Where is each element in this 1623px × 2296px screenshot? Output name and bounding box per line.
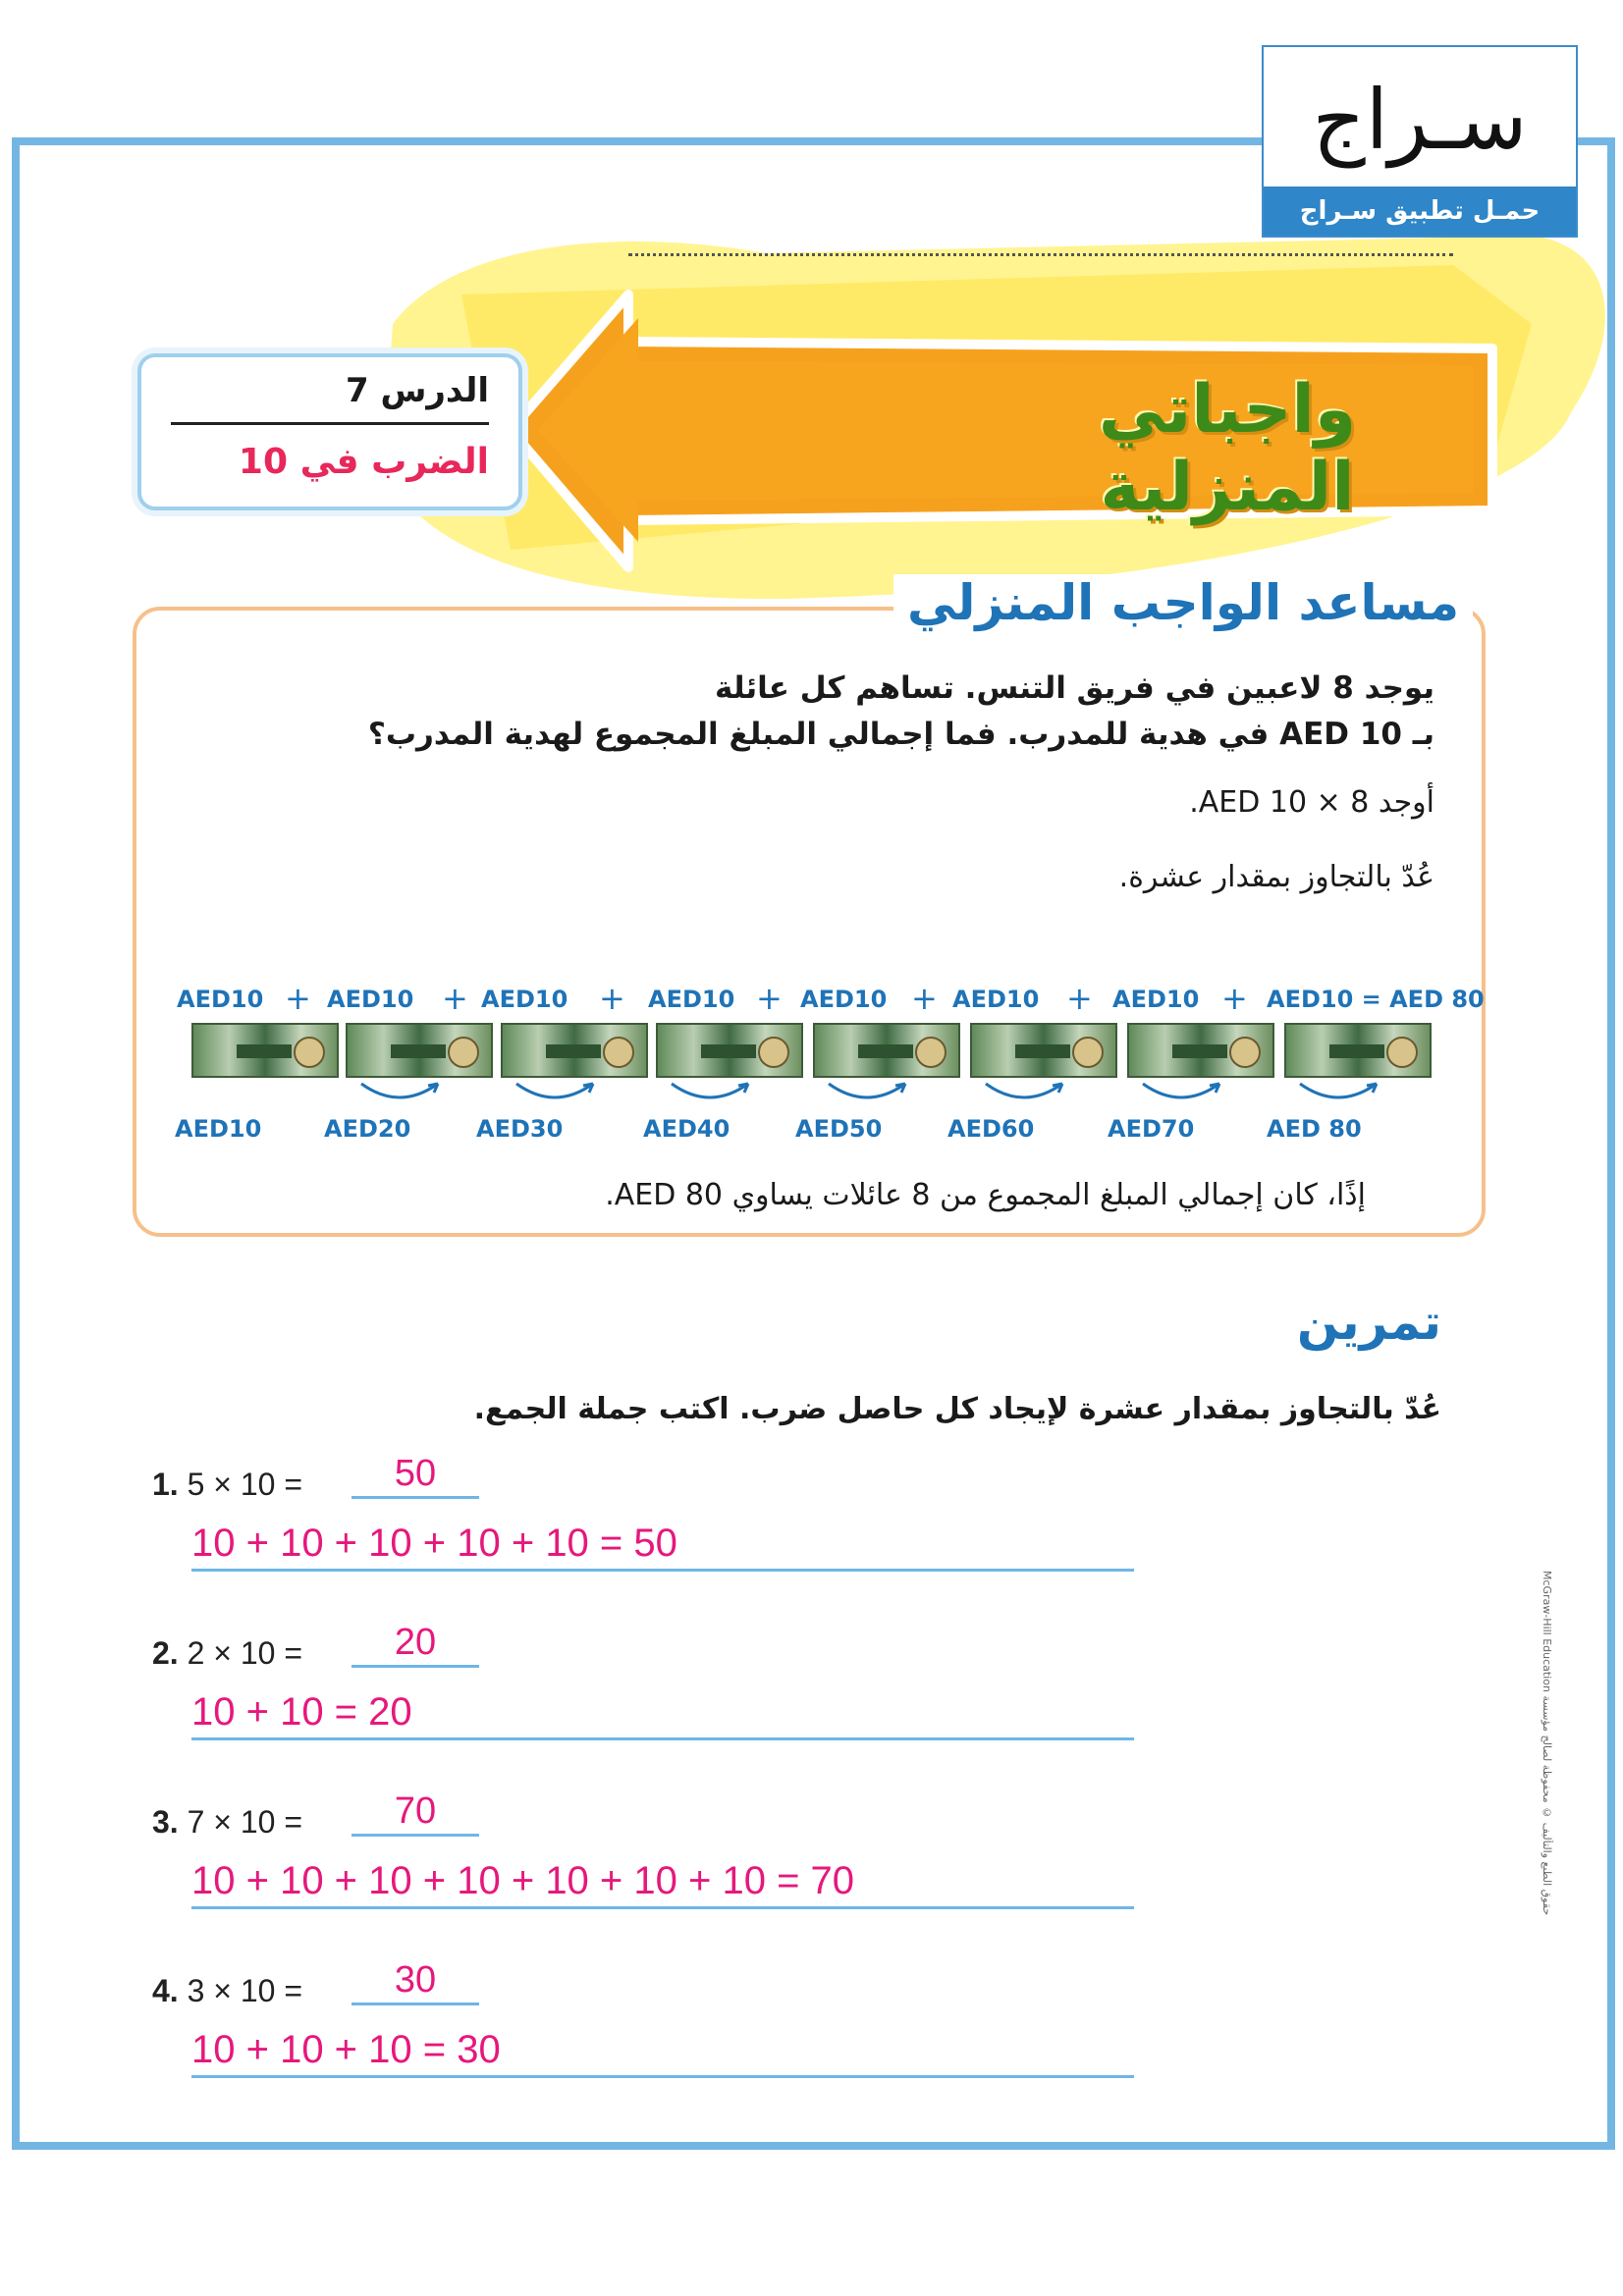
skip-arc-icon xyxy=(355,1078,444,1107)
banknote-band xyxy=(1329,1044,1384,1058)
money-label: AED10 xyxy=(481,986,568,1013)
logo-word: سـراج xyxy=(1312,72,1528,168)
plus-sign: + xyxy=(442,980,468,1017)
practice-instruction: عُدّ بالتجاوز بمقدار عشرة لإيجاد كل حاصل ضرب. اكتب جملة الجمع. xyxy=(473,1392,1441,1426)
practice-heading: تمرين xyxy=(1296,1294,1441,1351)
exercise-question xyxy=(152,1804,302,1841)
banknote-portrait xyxy=(603,1037,634,1068)
logo-tagline: حمـل تطبيق سـراج xyxy=(1264,187,1576,236)
exercise-expression: 3 × 10 = xyxy=(187,1973,303,2008)
exercise-answer[interactable]: 20 xyxy=(352,1620,479,1668)
lesson-divider xyxy=(171,422,489,425)
exercise-number: 1. xyxy=(152,1467,179,1502)
copyright-note: McGraw-Hill Education حقوق الطبع والتأليف © محفوظة لصالح مؤسسة xyxy=(1541,1571,1553,1916)
running-total: AED 80 xyxy=(1267,1115,1362,1143)
addition-sentence[interactable]: 10 + 10 = 20 xyxy=(191,1686,1134,1740)
plus-sign: + xyxy=(911,980,938,1017)
money-label: AED10 xyxy=(327,986,414,1013)
banknote-portrait xyxy=(294,1037,325,1068)
find-instruction: أوجد AED 10 × 8. xyxy=(1189,785,1434,820)
banknote-image xyxy=(656,1023,803,1078)
money-label: AED10 xyxy=(648,986,735,1013)
addition-sentence[interactable]: 10 + 10 + 10 + 10 + 10 = 50 xyxy=(191,1518,1134,1572)
exercise-expression: 7 × 10 = xyxy=(187,1804,303,1840)
plus-sign: + xyxy=(1221,980,1248,1017)
homework-title: واجباتي المنزلية xyxy=(1098,371,1357,526)
banknote-portrait xyxy=(915,1037,947,1068)
homework-helper-heading: مساعد الواجب المنزلي xyxy=(893,574,1473,631)
skip-arc-icon xyxy=(511,1078,599,1107)
exercise-question xyxy=(152,1467,302,1503)
money-label: AED10 xyxy=(177,986,264,1013)
exercise-number: 4. xyxy=(152,1973,179,2008)
problem-line-1: يوجد 8 لاعبين في فريق التنس. تساهم كل عائلة xyxy=(715,670,1434,706)
banknote-image xyxy=(346,1023,493,1078)
money-label: AED10 = AED 80 xyxy=(1267,986,1485,1013)
banknote-band xyxy=(237,1044,292,1058)
money-label: AED10 xyxy=(1112,986,1200,1013)
exercise-answer[interactable]: 70 xyxy=(352,1789,479,1837)
banknote-band xyxy=(1172,1044,1227,1058)
money-label: AED10 xyxy=(800,986,888,1013)
plus-sign: + xyxy=(756,980,783,1017)
running-total: AED70 xyxy=(1108,1115,1195,1143)
plus-sign: + xyxy=(285,980,311,1017)
banknote-band xyxy=(391,1044,446,1058)
skip-arc-icon xyxy=(666,1078,754,1107)
banknote-portrait xyxy=(1229,1037,1261,1068)
plus-sign: + xyxy=(599,980,625,1017)
plus-sign: + xyxy=(1066,980,1093,1017)
skip-arc-icon xyxy=(980,1078,1068,1107)
skip-arc-icon xyxy=(823,1078,911,1107)
money-label: AED10 xyxy=(952,986,1040,1013)
skip-arc-icon xyxy=(1294,1078,1382,1107)
exercise-question xyxy=(152,1635,302,1672)
banknote-image xyxy=(1284,1023,1432,1078)
banknote-band xyxy=(1015,1044,1070,1058)
banknote-image xyxy=(813,1023,960,1078)
lesson-title: الضرب في 10 xyxy=(238,442,489,482)
running-total: AED30 xyxy=(476,1115,564,1143)
exercise-expression: 2 × 10 = xyxy=(187,1635,303,1671)
banknote-band xyxy=(701,1044,756,1058)
banknote-portrait xyxy=(1072,1037,1104,1068)
problem-text xyxy=(354,666,1434,758)
running-total: AED20 xyxy=(324,1115,411,1143)
exercise-answer[interactable]: 50 xyxy=(352,1451,479,1499)
conclusion-text: إذًا، كان إجمالي المبلغ المجموع من 8 عائلات يساوي AED 80. xyxy=(605,1178,1366,1212)
banknote-band xyxy=(546,1044,601,1058)
banknote-image xyxy=(501,1023,648,1078)
banknote-image xyxy=(191,1023,339,1078)
addition-sentence[interactable]: 10 + 10 + 10 + 10 + 10 + 10 + 10 = 70 xyxy=(191,1855,1134,1909)
running-total: AED40 xyxy=(643,1115,730,1143)
siraj-logo xyxy=(1262,45,1578,238)
exercise-number: 2. xyxy=(152,1635,179,1671)
running-total: AED10 xyxy=(175,1115,262,1143)
addition-sentence[interactable]: 10 + 10 + 10 = 30 xyxy=(191,2024,1134,2078)
dotted-rule xyxy=(628,253,1453,256)
exercise-number: 3. xyxy=(152,1804,179,1840)
lesson-card xyxy=(137,353,522,510)
exercise-expression: 5 × 10 = xyxy=(187,1467,303,1502)
banknote-portrait xyxy=(758,1037,789,1068)
banknote-image xyxy=(1127,1023,1274,1078)
banknote-portrait xyxy=(448,1037,479,1068)
skip-arc-icon xyxy=(1137,1078,1225,1107)
banknote-band xyxy=(858,1044,913,1058)
running-total: AED50 xyxy=(795,1115,883,1143)
running-total: AED60 xyxy=(947,1115,1035,1143)
exercise-question xyxy=(152,1973,302,2009)
lesson-number: الدرس 7 xyxy=(345,371,489,410)
skip-count-instruction: عُدّ بالتجاوز بمقدار عشرة. xyxy=(1118,860,1434,894)
problem-line-2: بـ AED 10 في هدية للمدرب. فما إجمالي المبلغ المجموع لهدية المدرب؟ xyxy=(367,717,1434,752)
banknote-image xyxy=(970,1023,1117,1078)
exercise-answer[interactable]: 30 xyxy=(352,1957,479,2005)
banknote-portrait xyxy=(1386,1037,1418,1068)
